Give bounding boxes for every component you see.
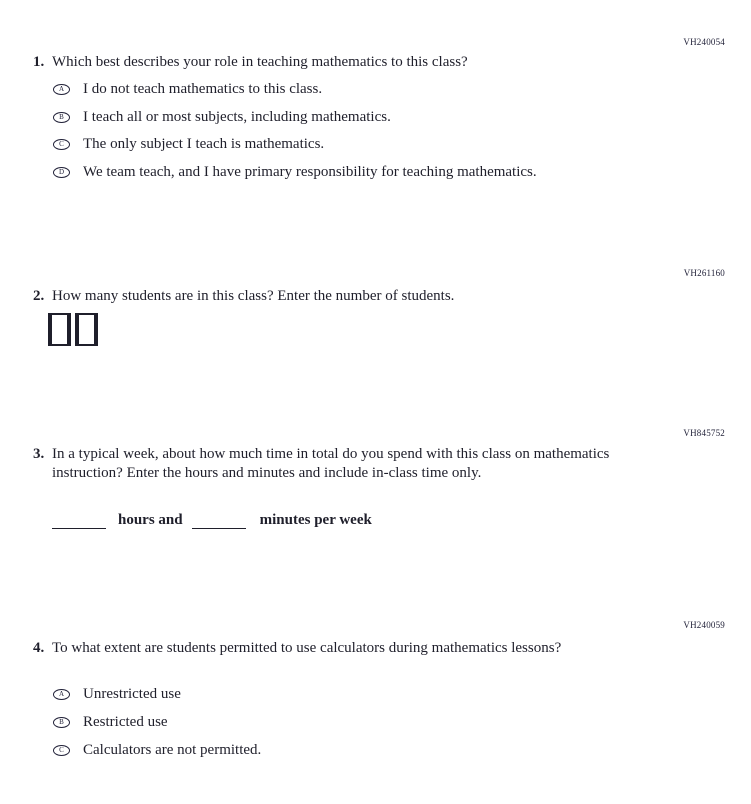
question-2-text: How many students are in this class? Enter the number of students. bbox=[52, 288, 455, 304]
hours-blank-field[interactable] bbox=[52, 512, 106, 529]
question-4-number: 4. bbox=[33, 640, 45, 656]
question-3-number: 3. bbox=[33, 446, 45, 462]
answer-option-label: I teach all or most subjects, including mathematics. bbox=[83, 108, 391, 125]
answer-oval-c[interactable] bbox=[53, 745, 70, 756]
question-3-code: VH845752 bbox=[683, 428, 725, 438]
question-3-text: In a typical week, about how much time in total do you spend with this class on mathematics instruction? Enter the hours and minutes and include in-class time only. bbox=[52, 446, 610, 481]
answer-oval-a[interactable] bbox=[53, 689, 70, 700]
oval-letter: A bbox=[58, 85, 65, 93]
question-2-digit-boxes bbox=[48, 313, 98, 346]
answer-oval-b[interactable] bbox=[53, 112, 70, 123]
question-1-number: 1. bbox=[33, 54, 45, 70]
answer-option[interactable] bbox=[53, 742, 261, 759]
oval-letter: B bbox=[59, 718, 64, 726]
oval-letter: B bbox=[59, 112, 64, 121]
answer-option-label: We team teach, and I have primary responsibility for teaching mathematics. bbox=[83, 163, 537, 180]
question-1 bbox=[33, 53, 468, 72]
oval-letter: A bbox=[58, 690, 65, 698]
question-3-answer-line bbox=[52, 511, 372, 529]
minutes-blank-field[interactable] bbox=[192, 512, 246, 529]
answer-option[interactable] bbox=[53, 686, 261, 703]
question-4-code: VH240059 bbox=[683, 620, 725, 630]
answer-option[interactable] bbox=[53, 714, 261, 731]
question-1-code: VH240054 bbox=[683, 37, 725, 47]
oval-letter: C bbox=[59, 140, 64, 148]
question-2-number: 2. bbox=[33, 288, 45, 304]
question-1-options bbox=[53, 81, 537, 191]
answer-option-label: Restricted use bbox=[83, 714, 168, 730]
answer-option[interactable] bbox=[53, 136, 537, 153]
answer-option-label: I do not teach mathematics to this class. bbox=[83, 81, 323, 97]
answer-oval-b[interactable] bbox=[53, 717, 70, 728]
answer-option-label: Calculators are not permitted. bbox=[83, 742, 262, 758]
answer-option[interactable] bbox=[53, 164, 537, 181]
minutes-label: minutes per week bbox=[259, 512, 372, 528]
answer-option[interactable] bbox=[53, 109, 537, 126]
question-4-text: To what extent are students permitted to use calculators during mathematics lessons? bbox=[52, 640, 562, 656]
question-4-options bbox=[53, 686, 261, 770]
answer-option-label: The only subject I teach is mathematics. bbox=[83, 136, 325, 152]
oval-letter: D bbox=[58, 167, 65, 176]
answer-oval-a[interactable] bbox=[53, 84, 70, 95]
answer-oval-c[interactable] bbox=[53, 139, 70, 150]
oval-letter: C bbox=[59, 746, 64, 754]
answer-option-label: Unrestricted use bbox=[83, 686, 181, 702]
question-3 bbox=[33, 445, 617, 482]
hours-label: hours and bbox=[118, 512, 183, 528]
digit-entry-box[interactable] bbox=[75, 313, 98, 346]
question-2-code: VH261160 bbox=[683, 268, 725, 278]
answer-option[interactable] bbox=[53, 81, 537, 98]
question-4 bbox=[33, 639, 561, 658]
answer-oval-d[interactable] bbox=[53, 167, 70, 178]
question-2 bbox=[33, 287, 454, 306]
digit-entry-box[interactable] bbox=[48, 313, 71, 346]
question-1-text: Which best describes your role in teaching mathematics to this class? bbox=[52, 54, 468, 70]
